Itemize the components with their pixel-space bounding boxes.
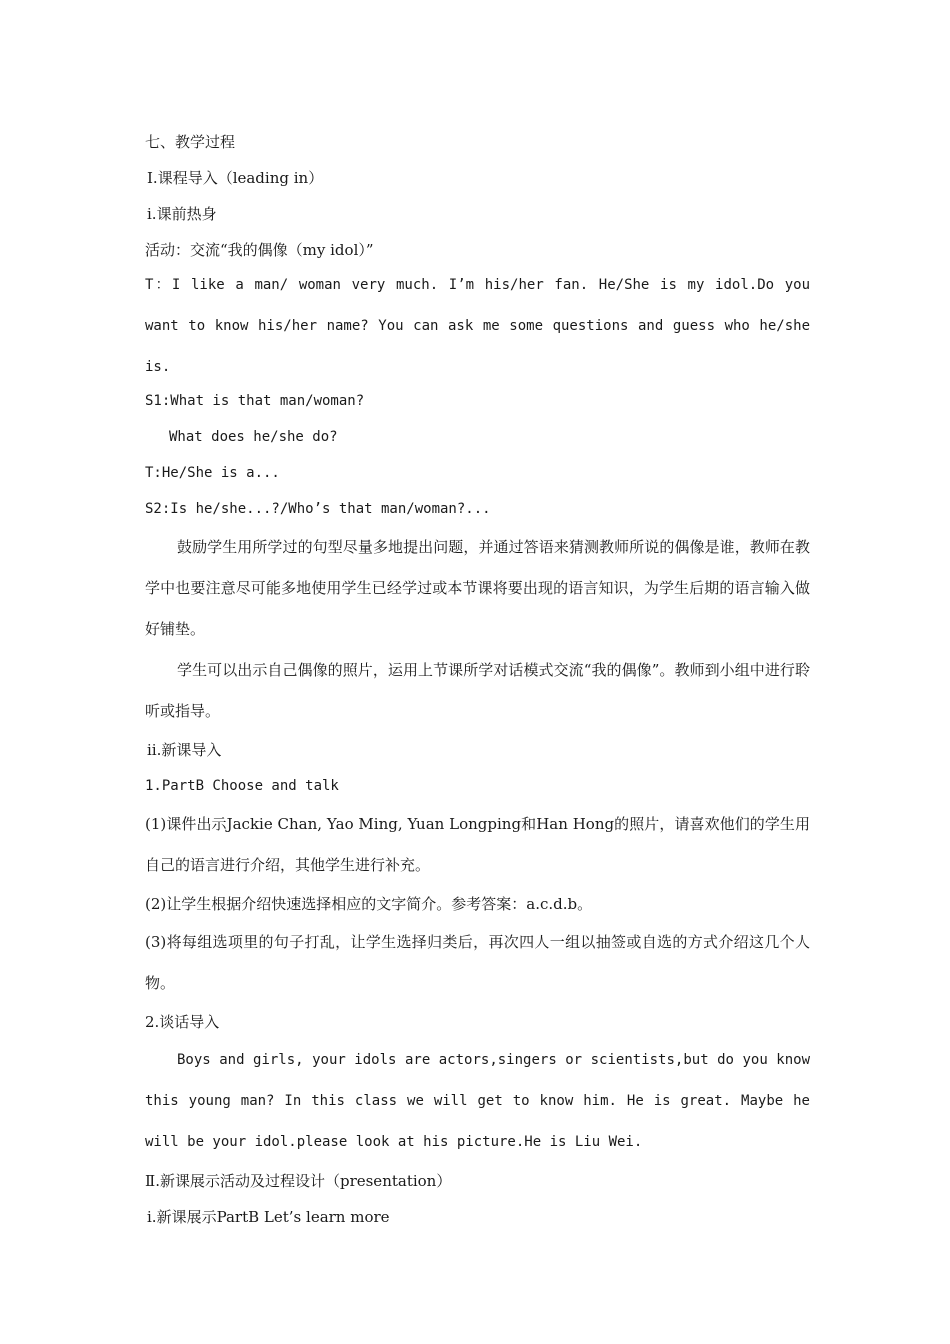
activity-line: 活动：交流“我的偶像（my idol）” <box>145 241 374 259</box>
part2-heading: Ⅱ.新课展示活动及过程设计（presentation） <box>145 1172 452 1190</box>
s1-question-1: S1:What is that man/woman? <box>145 393 365 409</box>
item1-step1: (1)课件出示Jackie Chan, Yao Ming, Yuan Longping和Han Hong的照片，请喜欢他们的学生用自己的语言进行介绍，其他学生进行补充。 <box>145 815 810 874</box>
s2-question: S2:Is he/she...?/Who’s that man/woman?... <box>145 501 491 517</box>
part1-heading: Ⅰ.课程导入（leading in） <box>147 169 324 187</box>
sub-i-heading: ⅰ.课前热身 <box>147 205 217 223</box>
teaching-note-2: 学生可以出示自己偶像的照片，运用上节课所学对话模式交流“我的偶像”。教师到小组中进行聆听或指导。 <box>145 661 810 720</box>
section-title: 七、教学过程 <box>145 133 236 151</box>
item1-heading: 1.PartB Choose and talk <box>145 778 339 794</box>
item2-heading: 2.谈话导入 <box>145 1013 220 1031</box>
s1-question-2: What does he/she do? <box>169 429 338 445</box>
document-page <box>145 124 810 1235</box>
item1-step2: (2)让学生根据介绍快速选择相应的文字简介。参考答案：a.c.d.b。 <box>145 895 593 913</box>
item2-paragraph: Boys and girls, your idols are actors,singers or scientists,but do you know this young man? In this class we will get to know him. He is great. Maybe he will be your idol.please look at his picture.He is Liu Wei. <box>145 1052 810 1150</box>
item1-step3: (3)将每组选项里的句子打乱，让学生选择归类后，再次四人一组以抽签或自选的方式介绍这几个人物。 <box>145 933 810 992</box>
teacher-answer: T:He/She is a... <box>145 465 280 481</box>
part2-sub-i: ⅰ.新课展示PartB Let’s learn more <box>147 1208 390 1226</box>
sub-ii-heading: ⅱ.新课导入 <box>147 741 222 759</box>
teacher-dialogue: T：I like a man/ woman very much. I’m his/her fan. He/She is my idol.Do you want to know his/her name? You can ask me some questions and guess who he/she is. <box>145 277 810 375</box>
teaching-note-1: 鼓励学生用所学过的句型尽量多地提出问题，并通过答语来猜测教师所说的偶像是谁，教师在教学中也要注意尽可能多地使用学生已经学过或本节课将要出现的语言知识，为学生后期的语言输入做好铺垫。 <box>145 538 810 638</box>
